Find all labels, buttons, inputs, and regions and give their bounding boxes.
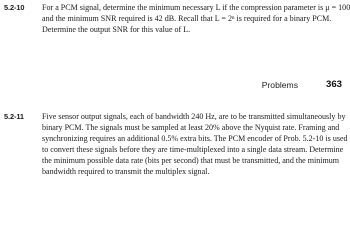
problem-text-line: the minimum possible data rate (bits per second) that must be transmitted, and the minimum [42,156,340,165]
problem-number: 5.2-11 [4,112,24,121]
problem-text-line: to convert these signals before they are time-multiplexed into a single data stream. Determine [42,145,344,154]
problem-5-2-11 [0,111,350,177]
problem-text-line: Determine the output SNR for this value of L. [42,25,191,34]
problem-text-line: synchronizing requires an additional 0.5% extra bits. The PCM encoder of Prob. 5.2-10 is used [42,134,348,143]
problem-text-line: Five sensor output signals, each of bandwidth 240 Hz, are to be transmitted simultaneously by [42,112,346,121]
problem-text-line: binary PCM. The signals must be sampled at least 20% above the Nyquist rate. Framing and [42,123,340,132]
problem-number: 5.2-10 [4,3,25,12]
problem-text-line: For a PCM signal, determine the minimum necessary L if the compression parameter is μ = 100 [42,3,350,12]
page-number: 363 [325,79,342,90]
page-header [0,80,344,94]
problem-5-2-10 [0,2,350,35]
problem-text-line: and the minimum SNR required is 42 dB. Recall that L = 2ⁿ is required for a binary PCM. [42,14,332,23]
running-title: Problems [261,80,298,90]
problem-text-line: bandwidth required to transmit the multiplex signal. [42,167,210,176]
